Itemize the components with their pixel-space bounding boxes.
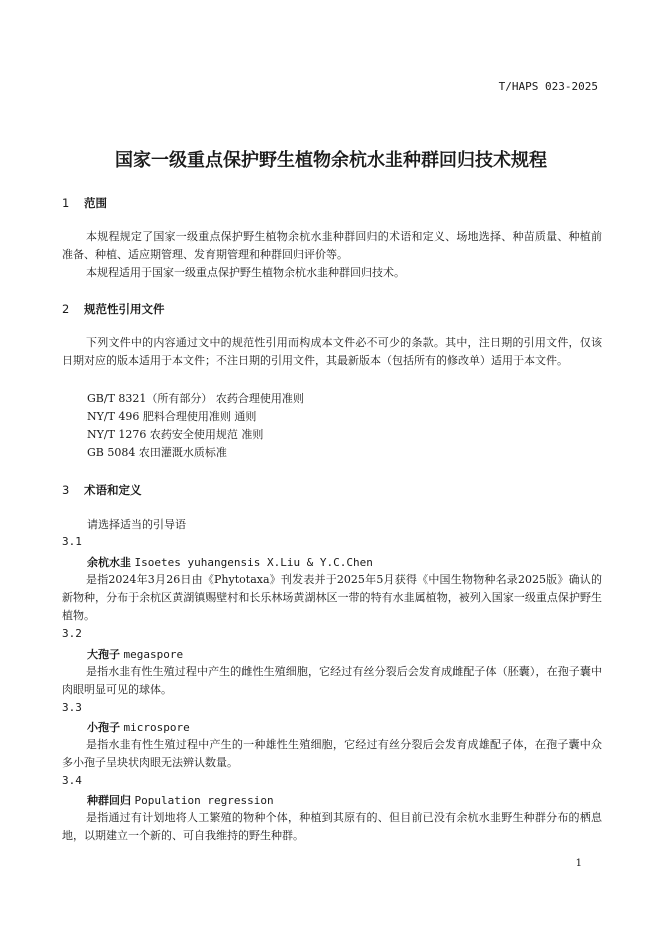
term-name-zh: 余杭水韭 — [87, 556, 131, 569]
standard-number: T/HAPS 023-2025 — [498, 80, 598, 93]
scope-paragraph-1: 本规程规定了国家一级重点保护野生植物余杭水韭种群回归的术语和定义、场地选择、种苗质量、种植前准备、种植、适应期管理、发育期管理和种群回归评价等。 — [62, 230, 602, 261]
page-number: 1 — [575, 858, 582, 869]
term-number: 3.1 — [62, 535, 82, 548]
term-name-en: Isoetes yuhangensis X.Liu & Y.C.Chen — [134, 556, 373, 569]
term-name-en: Population regression — [134, 794, 274, 807]
normative-references-intro: 下列文件中的内容通过文中的规范性引用而构成本文件必不可少的条款。其中，注日期的引用文件，仅该日期对应的版本适用于本文件；不注日期的引用文件，其最新版本（包括所有的修改单）适用于本文件。 — [62, 336, 602, 367]
term-definition: 是指水韭有性生殖过程中产生的一种雄性生殖细胞，它经过有丝分裂后会发育成雄配子体，在孢子囊中众多小孢子呈块状肉眼无法辨认数量。 — [62, 738, 602, 769]
term-number: 3.3 — [62, 701, 82, 714]
term-name-zh: 大孢子 — [87, 648, 120, 661]
term-name — [87, 554, 373, 570]
term-definition: 是指通过有计划地将人工繁殖的物种个体，种植到其原有的、但目前已没有余杭水韭野生种群分布的栖息地，以期建立一个新的、可自我维持的野生种群。 — [62, 811, 602, 842]
term-number: 3.4 — [62, 774, 82, 787]
section-2-heading — [62, 301, 165, 317]
section-title: 规范性引用文件 — [84, 302, 165, 316]
term-definition: 是指水韭有性生殖过程中产生的雌性生殖细胞，它经过有丝分裂后会发育成雌配子体（胚囊），在孢子囊中肉眼明显可见的球体。 — [62, 665, 602, 696]
section-3-heading — [62, 482, 142, 498]
term-definition: 是指2024年3月26日由《Phytotaxa》刊发表并于2025年5月获得《中国生物物种名录2025版》确认的新物种，分布于余杭区黄湖镇赐壁村和长乐林场黄湖林区一带的特有水韭属植物，被列入国家一级重点保护野生植物。 — [62, 573, 602, 622]
document-title: 国家一级重点保护野生植物余杭水韭种群回归技术规程 — [115, 150, 547, 171]
term-name-en: megaspore — [123, 648, 184, 661]
reference-item: NY/T 1276 农药安全使用规范 准则 — [87, 428, 264, 441]
term-name — [87, 792, 274, 808]
section-title: 范围 — [84, 196, 107, 210]
section-title: 术语和定义 — [84, 483, 142, 497]
section-1-heading — [62, 195, 107, 211]
term-number: 3.2 — [62, 627, 82, 640]
scope-paragraph-2: 本规程适用于国家一级重点保护野生植物余杭水韭种群回归技术。 — [86, 266, 405, 279]
reference-item: GB 5084 农田灌溉水质标准 — [87, 446, 227, 459]
reference-item: GB/T 8321（所有部分） 农药合理使用准则 — [87, 392, 304, 405]
section-number: 2 — [62, 302, 70, 316]
section-number: 3 — [62, 483, 70, 497]
term-name-en: microspore — [123, 721, 190, 734]
reference-item: NY/T 496 肥料合理使用准则 通则 — [87, 410, 257, 423]
term-name — [87, 719, 190, 735]
section-number: 1 — [62, 196, 70, 210]
term-name-zh: 小孢子 — [87, 721, 120, 734]
term-name-zh: 种群回归 — [87, 794, 131, 807]
term-name — [87, 646, 183, 662]
terms-intro: 请选择适当的引导语 — [87, 518, 186, 531]
